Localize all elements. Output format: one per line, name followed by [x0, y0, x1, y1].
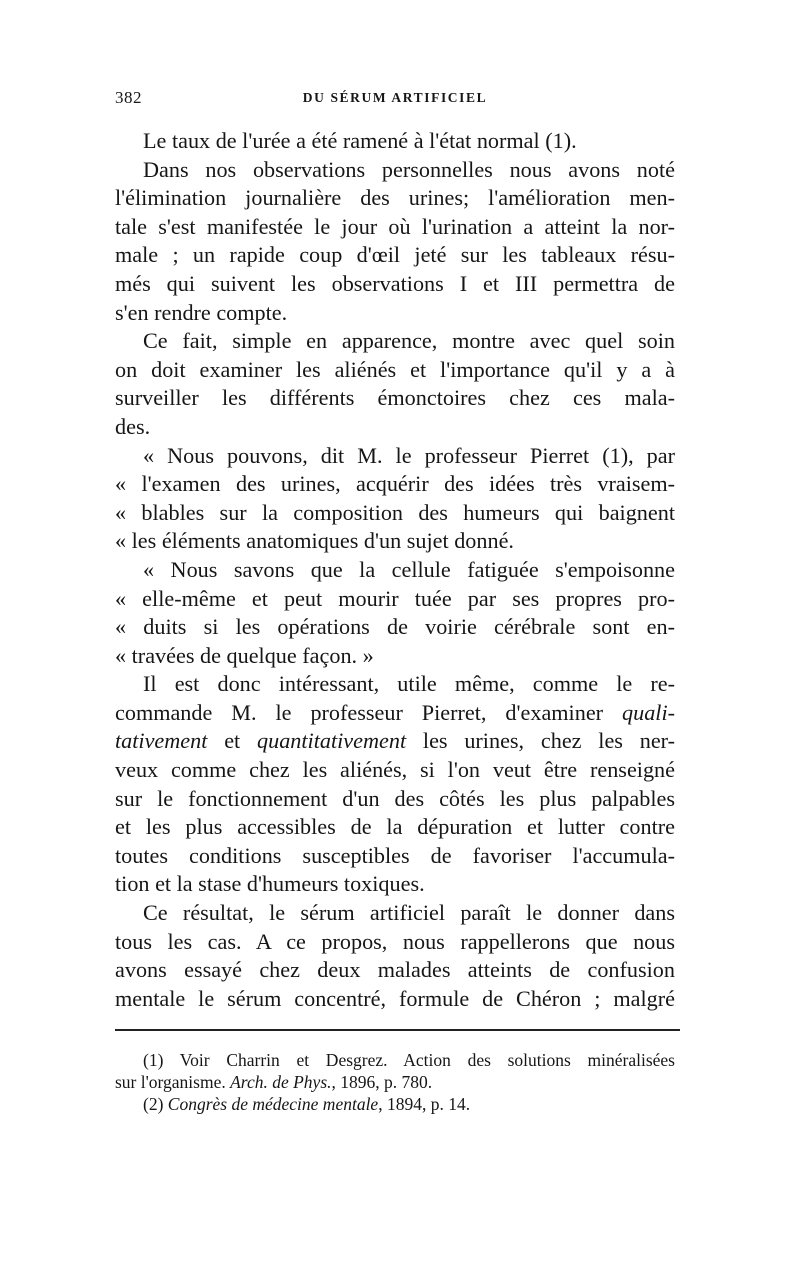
text-line: tativement et quantitativement les urines, chez les ner-: [115, 728, 675, 754]
footnote-line: (2) Congrès de médecine mentale, 1894, p. 14.: [143, 1094, 471, 1115]
text-line: Ce fait, simple en apparence, montre avec quel soin: [143, 328, 675, 354]
text-line: mentale le sérum concentré, formule de Chéron ; malgré: [115, 985, 675, 1011]
text-line: et les plus accessibles de la dépuration et lutter contre: [115, 814, 675, 840]
page-header: [115, 88, 675, 118]
text-line: tion et la stase d'humeurs toxiques.: [115, 871, 425, 897]
text-line: Ce résultat, le sérum artificiel paraît le donner dans: [143, 900, 675, 926]
text-line: avons essayé chez deux malades atteints de confusion: [115, 957, 675, 983]
text-line: s'en rendre compte.: [115, 299, 288, 325]
text-line: « les éléments anatomiques d'un sujet donné.: [115, 528, 514, 554]
text-line: més qui suivent les observations I et III permettra de: [115, 270, 675, 296]
text-line: « l'examen des urines, acquérir des idées très vraisem-: [115, 471, 675, 497]
text-line: « Nous pouvons, dit M. le professeur Pierret (1), par: [143, 442, 675, 468]
text-line: veux comme chez les aliénés, si l'on veut être renseigné: [115, 757, 675, 783]
text-line: « elle-même et peut mourir tuée par ses propres pro-: [115, 585, 675, 611]
footnotes: [115, 1049, 675, 1115]
text-line: Le taux de l'urée a été ramené à l'état normal (1).: [143, 128, 577, 153]
text-line: surveiller les différents émonctoires chez ces mala-: [115, 385, 675, 411]
running-title: DU SÉRUM ARTIFICIEL: [302, 90, 488, 105]
page-number: 382: [115, 88, 142, 107]
text-line: « blables sur la composition des humeurs qui baignent: [115, 499, 675, 525]
footnote-line: (1) Voir Charrin et Desgrez. Action des solutions minéralisées: [143, 1050, 675, 1071]
footnote-rule: [115, 1029, 680, 1031]
book-page: [115, 88, 675, 1115]
text-line: sur le fonctionnement d'un des côtés les plus palpables: [115, 785, 675, 811]
text-line: toutes conditions susceptibles de favoriser l'accumula-: [115, 842, 675, 868]
text-line: on doit examiner les aliénés et l'importance qu'il y a à: [115, 356, 675, 382]
text-line: « duits si les opérations de voirie cérébrale sont en-: [115, 614, 675, 640]
text-line: tous les cas. A ce propos, nous rappellerons que nous: [115, 928, 675, 954]
text-line: des.: [115, 413, 151, 439]
text-line: Il est donc intéressant, utile même, comme le re-: [143, 671, 675, 697]
text-line: tale s'est manifestée le jour où l'urination a atteint la nor-: [115, 213, 675, 239]
text-line: « travées de quelque façon. »: [115, 642, 374, 668]
text-line: « Nous savons que la cellule fatiguée s'empoisonne: [143, 556, 675, 582]
text-line: commande M. le professeur Pierret, d'examiner quali-: [115, 699, 675, 725]
body-text: [115, 127, 675, 1013]
footnote-line: sur l'organisme. Arch. de Phys., 1896, p. 780.: [115, 1072, 433, 1093]
text-line: Dans nos observations personnelles nous avons noté: [143, 156, 675, 182]
text-line: l'élimination journalière des urines; l'amélioration men-: [115, 185, 675, 211]
text-line: male ; un rapide coup d'œil jeté sur les tableaux résu-: [115, 242, 675, 268]
